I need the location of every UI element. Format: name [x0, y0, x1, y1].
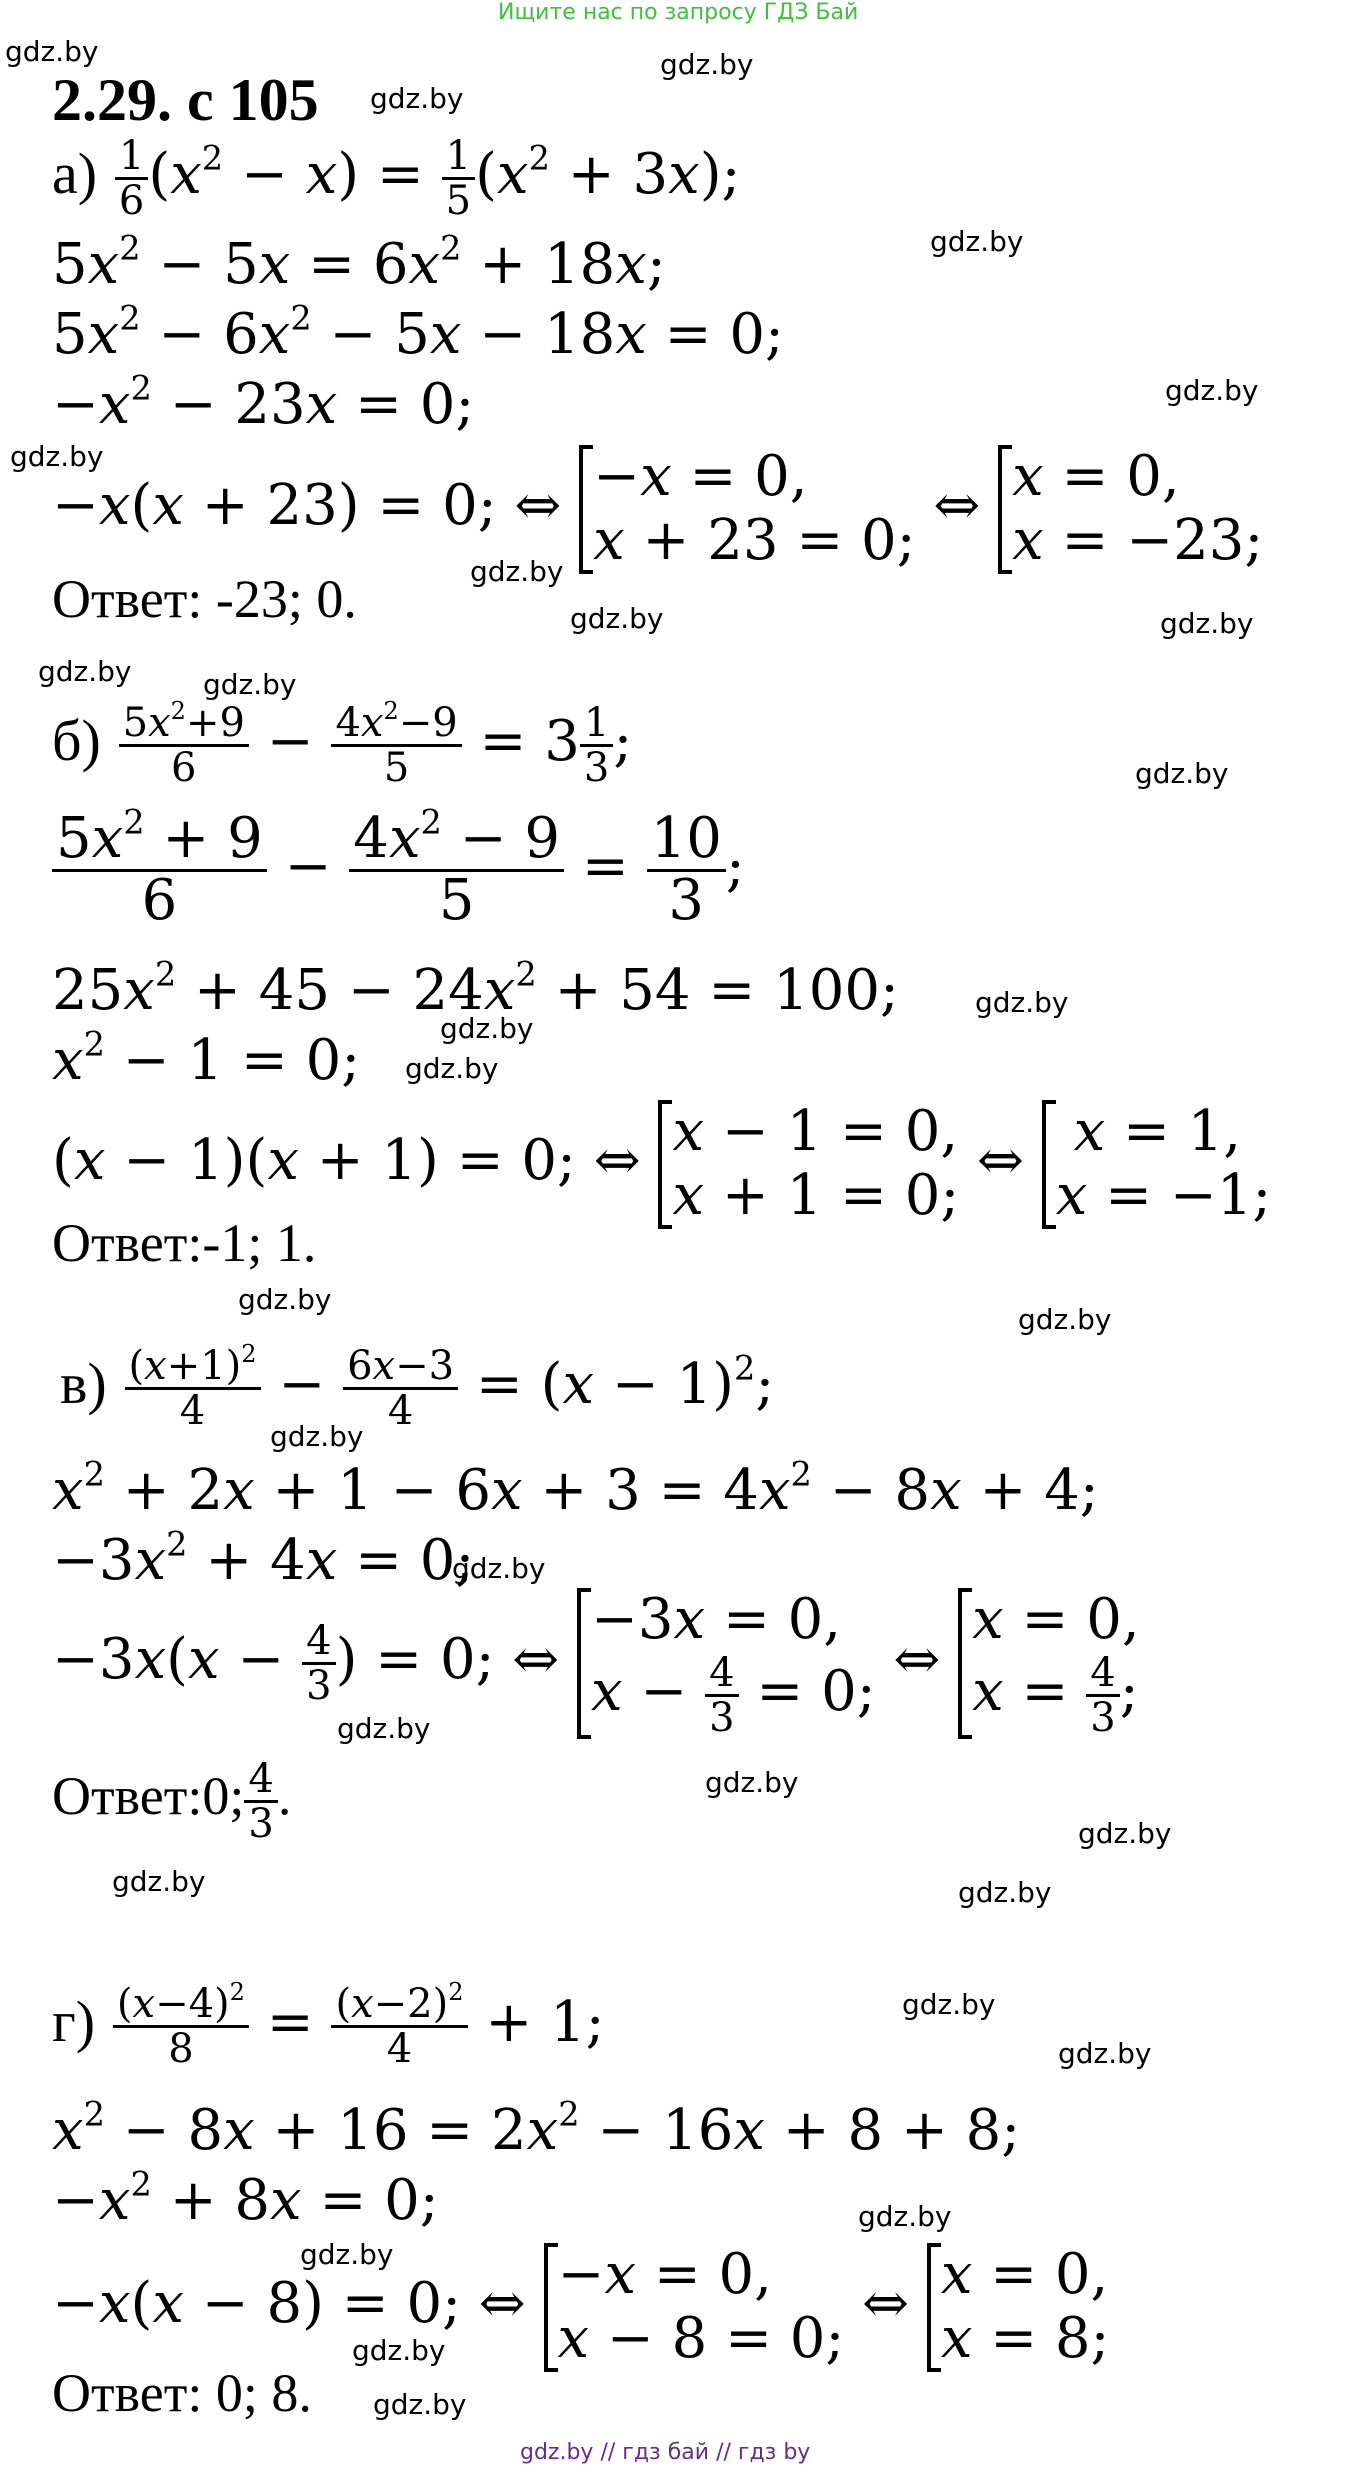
part-label: а)	[52, 141, 98, 206]
answer-line: Ответ:0; $\frac{4}{3}$ .	[52, 1756, 292, 1847]
equation-system: −x = 0, x − 8 = 0;	[544, 2243, 845, 2372]
watermark: gdz.by	[10, 440, 104, 473]
equation-line: $\frac{5x^2 + 9}{6}$ − $\frac{4x^2 - 9}{5}$ = $\frac{10}{3}$ ;	[52, 810, 745, 931]
fraction: $\frac{1}{3}$	[580, 702, 613, 789]
equation-line: $x^2 - 1 = 0$;	[52, 1024, 361, 1093]
equation-system: x = 0, x = 8;	[927, 2243, 1110, 2372]
fraction: $\frac{4}{3}$	[1086, 1652, 1119, 1739]
fraction: $\frac{10}{3}$	[647, 810, 726, 931]
watermark: gdz.by	[975, 986, 1069, 1019]
equation-line: $5x^2 - 5x = 6x^2 + 18x$;	[52, 228, 666, 297]
equation-line: −3x(x − $\frac{4}{3}$ ) = 0; ⇔ −3x = 0, x − $\frac{4}{3}$ = 0; ⇔ x = 0, x = $\frac{4}{3}$ ;	[52, 1587, 1140, 1742]
equation-line: (x − 1)(x + 1) = 0; ⇔ x − 1 = 0, x + 1 = 0; ⇔ x = 1, x = −1;	[52, 1099, 1272, 1229]
watermark: gdz.by	[238, 1283, 332, 1316]
watermark: gdz.by	[1018, 1303, 1112, 1336]
watermark: gdz.by	[373, 2388, 467, 2421]
equation-line: $-3x^2 + 4x = 0$;	[52, 1524, 475, 1593]
watermark: gdz.by	[930, 225, 1024, 258]
equation-line: в) $\frac{(x+1)^2}{4}$ − $\frac{6x-3}{4}$ = $(x - 1)^2$;	[60, 1340, 775, 1434]
watermark: gdz.by	[5, 35, 99, 68]
watermark: gdz.by	[452, 1552, 546, 1585]
exercise-title: 2.29. с 105	[52, 67, 319, 133]
equation-line: $-x^2 + 8x = 0$;	[52, 2164, 439, 2233]
fraction: $\frac{4x^2-9}{5}$	[331, 702, 461, 789]
fraction: $\frac{(x-2)^2}{4}$	[331, 1983, 467, 2070]
watermark: gdz.by	[902, 1988, 996, 2021]
fraction: $\frac{4}{3}$	[302, 1620, 335, 1707]
equation-system: −x = 0, x + 23 = 0;	[579, 445, 915, 574]
fraction: $\frac{4}{3}$	[705, 1652, 738, 1739]
equation-line: $-x^2 - 23x = 0$;	[52, 368, 475, 437]
equation-system: x = 0, x = −23;	[998, 445, 1263, 574]
header-link[interactable]: Ищите нас по запросу ГДЗ Бай	[498, 0, 859, 25]
equation-system: x = 1, x = −1;	[1042, 1100, 1272, 1229]
watermark: gdz.by	[300, 2238, 394, 2271]
watermark: gdz.by	[958, 1876, 1052, 1909]
watermark: gdz.by	[1135, 757, 1229, 790]
part-label: в)	[60, 1351, 107, 1416]
watermark: gdz.by	[1160, 607, 1254, 640]
watermark: gdz.by	[1078, 1817, 1172, 1850]
fraction: $\frac{1}{5}$	[442, 135, 475, 222]
fraction: $\frac{4}{3}$	[244, 1758, 277, 1845]
fraction: $\frac{5x^2 + 9}{6}$	[52, 810, 267, 931]
equation-line: $x^2 - 8x + 16 = 2x^2 - 16x + 8 + 8$;	[52, 2094, 1021, 2163]
equation-system: x = 0, x = $\frac{4}{3}$ ;	[958, 1588, 1140, 1739]
watermark: gdz.by	[405, 1052, 499, 1085]
equation-line: $x^2 + 2x + 1 - 6x + 3 = 4x^2 - 8x + 4$;	[52, 1454, 1099, 1523]
equation-line: −x(x − 8) = 0; ⇔ −x = 0, x − 8 = 0; ⇔ x = 0, x = 8;	[52, 2242, 1110, 2372]
equation-line: $5x^2 - 6x^2 - 5x - 18x = 0$;	[52, 298, 784, 367]
answer: Ответ: 0; 8.	[52, 2363, 312, 2423]
answer: Ответ: -23; 0.	[52, 569, 357, 629]
watermark: gdz.by	[112, 1865, 206, 1898]
fraction: $\frac{6x-3}{4}$	[343, 1345, 458, 1432]
watermark: gdz.by	[705, 1766, 799, 1799]
watermark: gdz.by	[1058, 2037, 1152, 2070]
fraction: $\frac{5x^2+9}{6}$	[119, 702, 249, 789]
watermark: gdz.by	[470, 555, 564, 588]
watermark: gdz.by	[660, 48, 754, 81]
equation-line: а) $\frac{1}{6}$ $(x^2 - x)$ = $\frac{1}{5}$ $(x^2 + 3x)$;	[52, 133, 741, 224]
fraction: $\frac{1}{6}$	[115, 135, 148, 222]
part-label: г)	[52, 1989, 96, 2054]
equation-line: $25x^2 + 45 - 24x^2 + 54 = 100$;	[52, 954, 899, 1023]
answer: Ответ:-1; 1.	[52, 1213, 317, 1273]
footer-links[interactable]: gdz.by // гдз бай // гдз by	[520, 2440, 811, 2465]
answer: Ответ:0;	[52, 1765, 245, 1826]
equation-line: г) $\frac{(x-4)^2}{8}$ = $\frac{(x-2)^2}{4}$ + 1;	[52, 1978, 605, 2072]
part-label: б)	[52, 708, 101, 773]
watermark: gdz.by	[858, 2200, 952, 2233]
watermark: gdz.by	[337, 1712, 431, 1745]
fraction: $\frac{(x-4)^2}{8}$	[113, 1983, 249, 2070]
watermark: gdz.by	[570, 602, 664, 635]
watermark: gdz.by	[38, 655, 132, 688]
watermark: gdz.by	[352, 2334, 446, 2367]
equation-line: −x(x + 23) = 0; ⇔ −x = 0, x + 23 = 0; ⇔ x = 0, x = −23;	[52, 444, 1264, 574]
watermark: gdz.by	[370, 82, 464, 115]
watermark: gdz.by	[203, 668, 297, 701]
fraction: $\frac{(x+1)^2}{4}$	[125, 1345, 261, 1432]
fraction: $\frac{4x^2 - 9}{5}$	[349, 810, 564, 931]
watermark: gdz.by	[270, 1420, 364, 1453]
equation-system: −3x = 0, x − $\frac{4}{3}$ = 0;	[577, 1588, 876, 1739]
equation-system: x − 1 = 0, x + 1 = 0;	[658, 1100, 959, 1229]
equation-line: б) $\frac{5x^2+9}{6}$ − $\frac{4x^2-9}{5}$ = 3 $\frac{1}{3}$ ;	[52, 697, 633, 791]
watermark: gdz.by	[1165, 374, 1259, 407]
watermark: gdz.by	[440, 1012, 534, 1045]
